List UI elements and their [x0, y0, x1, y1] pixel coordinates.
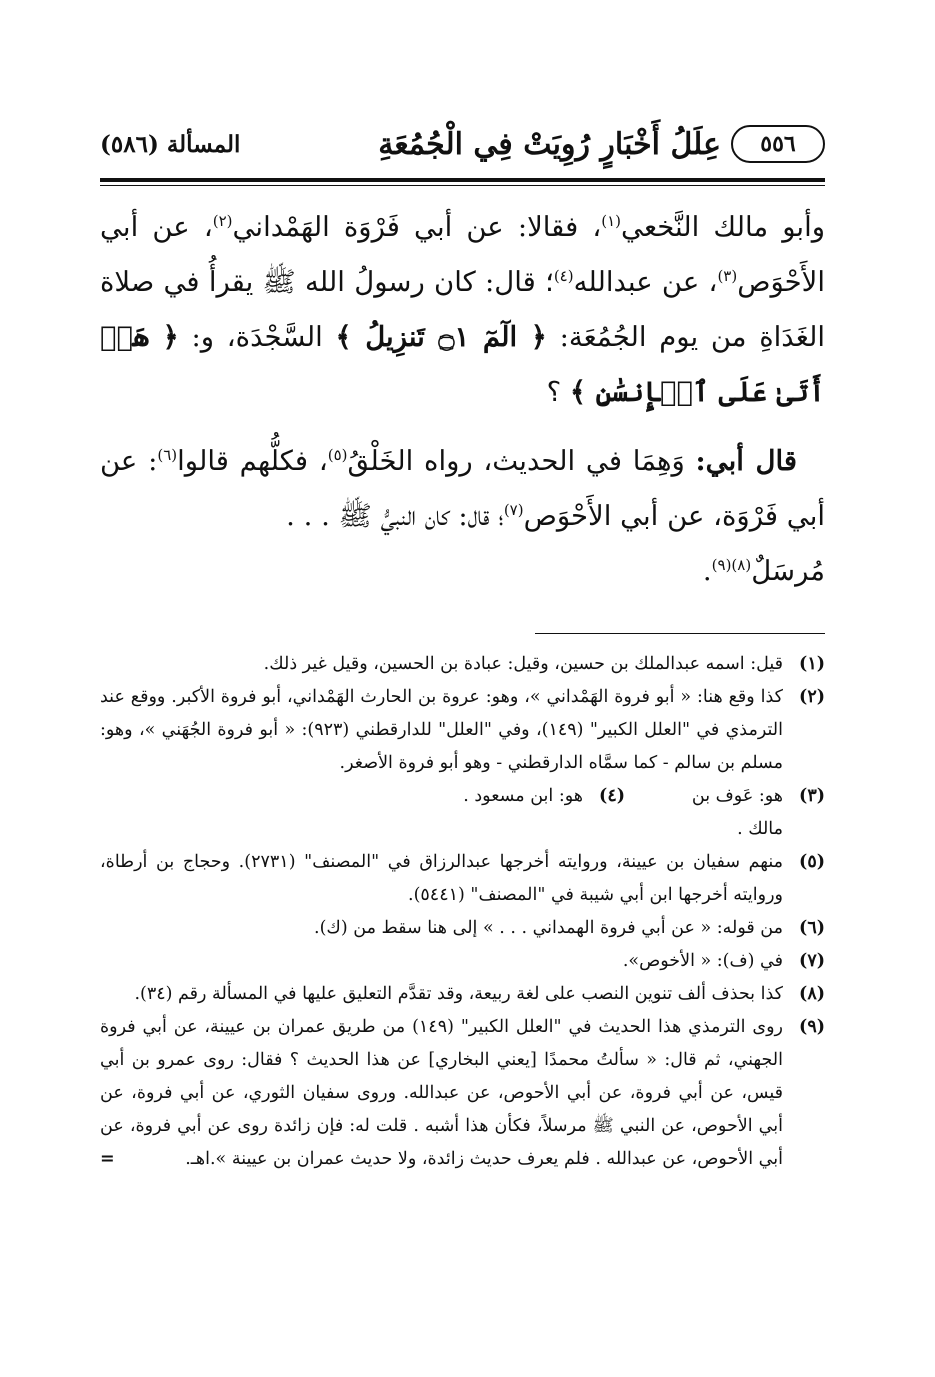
- footnote-number: (٤): [599, 786, 625, 806]
- footnote-text: في (ف): « الأخوص».: [622, 951, 783, 971]
- text-run: ، عن عبدالله: [573, 266, 718, 298]
- continuation-mark: =: [100, 1149, 115, 1169]
- footnote-7: [100, 945, 825, 978]
- footnote-ref: (٨)(٩): [711, 555, 752, 574]
- text-run: السَّجْدَة، و:: [178, 321, 336, 353]
- footnote-text: هو: عَوف بن مالك .: [691, 786, 783, 839]
- footnote-separator: [535, 633, 825, 634]
- footnote-number: (٦): [799, 918, 825, 938]
- footnote-ref: (١): [601, 211, 622, 230]
- footnote-9: [100, 1011, 825, 1176]
- footnote-5: [100, 846, 825, 912]
- text-run: .: [702, 555, 712, 587]
- footnote-ref: (٥): [327, 445, 348, 464]
- page: [100, 118, 825, 1176]
- footnote-number: (٣): [799, 786, 825, 806]
- text-run: : عن أبي فَرْوَة، عن أبي الأَحْوَص: [100, 445, 825, 532]
- text-run: ؛ قال: كان النبيُّ ﷺ . . .: [286, 500, 504, 532]
- footnote-ref: (٣): [717, 266, 738, 285]
- footnote-text: قيل: اسمه عبدالملك بن حسين، وقيل: عبادة بن الحسين، وقيل غير ذلك.: [263, 654, 783, 674]
- footnote-3: [655, 780, 825, 846]
- paragraph-2-end: [100, 544, 825, 599]
- text-run: ، فكلُّهم قالوا: [177, 445, 328, 477]
- footnote-number: (٩): [799, 1017, 825, 1037]
- text-run: ؟: [546, 376, 570, 408]
- footnote-4: [455, 780, 625, 846]
- text-run: وَهِمَا في الحديث، رواه الخَلْقُ: [347, 445, 696, 477]
- paragraph-2: [100, 434, 825, 544]
- speaker-label: قال أبي:: [695, 445, 797, 477]
- header-right: [378, 125, 825, 163]
- footnote-number: (٥): [799, 852, 825, 872]
- text-run: ؛ قال: كان رسولُ الله ﷺ يقرأُ في صلاة الغَدَاةِ من يوم الجُمُعَة:: [100, 266, 826, 353]
- footnote-ref: (٦): [157, 445, 178, 464]
- footnote-text: روى الترمذي هذا الحديث في "العلل الكبير" (١٤٩) من طريق عمران بن عيينة، عن أبي فروة الجهني، ثم قال: « سألتُ محمدًا [يعني البخاري] عن هذا الحديث ؟ فقال: روى عمرو بن أبي قيس، عن أبي فروة، عن أبي الأحوص، عن عبدالله. وروى سفيان الثوري، عن أبي فروة، عن أبي الأحوص، عن النبي ﷺ مرسلاً، فكأن هذا أشبه . قلت له: فإن زائدة روى عن أبي فروة، عن أبي الأحوص، عن عبدالله . فلم يعرف حديث زائدة، ولا حديث عمران بن عيينة ».اهـ.: [100, 1017, 784, 1169]
- footnote-8: [100, 978, 825, 1011]
- footnote-ref: (٤): [553, 266, 574, 285]
- footnote-text-wrap: [100, 1011, 783, 1176]
- header-rule-thin: [100, 185, 825, 186]
- footnote-number: (١): [799, 654, 825, 674]
- quran-quote: ﴿ الٓمٓ ۝١ تَنزِيلُ ﴾: [335, 321, 547, 353]
- paragraph-1: [100, 200, 825, 420]
- text-run: ، عن أبي الأَحْوَص: [100, 211, 825, 298]
- text-run: مُرسَلٌ: [751, 555, 825, 587]
- footnote-text: كذا بحذف ألف تنوين النصب على لغة ربيعة، وقد تقدَّم التعليق عليها في المسألة رقم (٣٤).: [134, 984, 783, 1004]
- issue-number: المسألة (٥٨٦): [100, 130, 241, 158]
- header-rule-thick: [100, 178, 825, 182]
- page-number: ٥٥٦: [731, 125, 825, 163]
- text-run: ، فقالا: عن أبي فَرْوَة الهَمْداني: [232, 211, 602, 243]
- footnote-number: (٢): [799, 687, 825, 707]
- main-text: [100, 200, 825, 599]
- footnote-6: [100, 912, 825, 945]
- footnote-number: (٨): [799, 984, 825, 1004]
- footnote-text: منهم سفيان بن عيينة، وروايته أخرجها عبدالرزاق في "المصنف" (٢٧٣١). وحجاج بن أرطاة، وروايته أخرجها ابن أبي شيبة في "المصنف" (٥٤٤١).: [100, 852, 783, 905]
- footnote-number: (٧): [799, 951, 825, 971]
- text-run: وأبو مالك النَّخعي: [621, 211, 826, 243]
- footnote-ref: (٧): [503, 500, 524, 519]
- footnote-1: [100, 648, 825, 681]
- footnote-text: هو: ابن مسعود .: [463, 786, 583, 806]
- book-title: عِلَلُ أَخْبَارٍ رُوِيَتْ فِي الْجُمُعَةِ: [378, 126, 721, 162]
- footnote-text: كذا وقع هنا: « أبو فروة الهَمْداني »، وهو: عروة بن الحارث الهَمْداني، أبو فروة الأكبر. ووقع عند الترمذي في "العلل الكبير" (١٤٩)، وفي "العلل" للدارقطني (٩٢٣): « أبو فروة الجُهَني »، وهو: مسلم بن سالم - كما سمَّاه الدارقطني - وهو أبو فروة الأصغر.: [100, 687, 783, 773]
- quran-quote: ﴿ هَلۡ أَتَىٰ عَلَى ٱلۡإِنسَٰنِ ﴾: [100, 321, 825, 408]
- footnote-3-4: [100, 780, 825, 846]
- footnote-ref: (٢): [212, 211, 233, 230]
- footnotes: [100, 648, 825, 1176]
- footnote-2: [100, 681, 825, 780]
- running-header: [100, 118, 825, 170]
- footnote-text: من قوله: « عن أبي فروة الهمداني . . . » إلى هنا سقط من (ك).: [314, 918, 783, 938]
